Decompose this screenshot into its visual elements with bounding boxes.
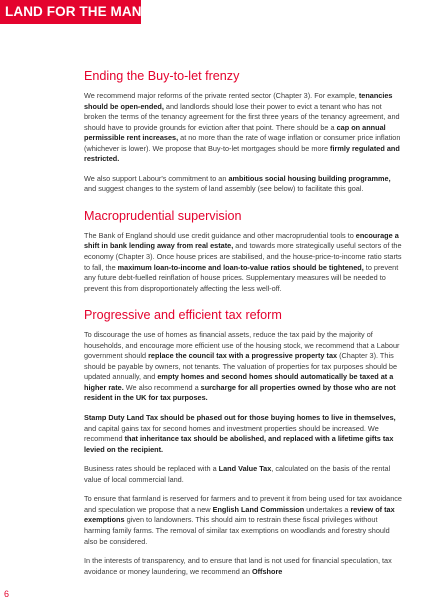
text-run: In the interests of transparency, and to ensure that land is not used for financial speculation, tax avoidance or money laundering, we recommend an: [84, 556, 392, 576]
text-run: We also support Labour's commitment to an: [84, 173, 229, 183]
bold-text: that inheritance tax should be abolished, and replaced with a lifetime gifts tax levied on the recipient.: [84, 434, 394, 454]
text-run: given to landowners. This should aim to restrain these fiscal privileges without harming family farms. The removal of similar tax exemptions on woodlands and forestry should also be considered.: [84, 515, 390, 546]
text-run: We also recommend a: [123, 382, 201, 392]
section-heading: Macroprudential supervision: [84, 208, 242, 223]
page-number: 6: [4, 589, 10, 599]
paragraph: [84, 91, 402, 165]
paragraph: [84, 413, 402, 455]
bold-text: Land Value Tax: [218, 464, 272, 474]
section-tax-reform: [84, 307, 402, 577]
page-content: [84, 68, 402, 586]
paragraph: [84, 330, 402, 404]
bold-text: empty homes and second homes should automatically be taxed at a higher rate.: [84, 372, 394, 392]
text-run: and suggest changes to the system of land assembly (see below) to facilitate this goal.: [84, 184, 364, 194]
bold-text: encourage a shift in bank lending away from real estate,: [84, 230, 399, 251]
bold-text: ambitious social housing building programme,: [228, 173, 391, 183]
section-buy-to-let: [84, 68, 402, 195]
paragraph: [84, 494, 402, 547]
bold-text: English Land Commission: [212, 504, 305, 514]
paragraph: [84, 464, 402, 485]
bold-text: tenancies should be open-ended,: [84, 91, 393, 111]
text-run: We recommend major reforms of the private rented sector (Chapter 3). For example,: [84, 91, 359, 100]
text-run: To discourage the use of homes as financial assets, reduce the tax paid by the majority of households, and encourage more efficient use of the housing stock, we recommend that a Labour government should: [84, 330, 400, 361]
text-run: to prevent any future debt-fuelled reinflation of house prices. Supplementary measures will be needed to prevent this from disproportionately affecting the less well-off.: [84, 262, 399, 293]
paragraph: [84, 231, 402, 294]
bold-text: review of tax exemptions: [84, 504, 395, 525]
text-run: (Chapter 3). This should be payable by owners, not tenants. The valuation of properties for tax purposes should be updated annually, and: [84, 351, 398, 382]
section-macroprudential: [84, 208, 402, 294]
text-run: and landlords should lose their power to evict a tenant who has not broken the terms of the tenancy agreement for the first three years of the tenancy agreement, and should have to provide grounds for eviction after that point. There should be a: [84, 101, 400, 132]
bold-text: maximum loan-to-income and loan-to-value ratios should be tightened,: [117, 262, 364, 272]
text-run: , calculated on the basis of the rental value of local commercial land.: [84, 464, 391, 484]
text-run: To ensure that farmland is reserved for farmers and to prevent it from being used for tax avoidance and speculation we propose that a new: [84, 494, 402, 514]
text-run: and towards more strategically useful sectors of the economy (Chapter 3). Once house prices are stabilised, and the house-price-to-income ratio starts to fall, the: [84, 241, 402, 272]
bold-text: Stamp Duty Land Tax should be phased out for those buying homes to live in themselves,: [84, 413, 396, 423]
paragraph: [84, 556, 402, 577]
text-run: at no more than the rate of wage inflation or consumer price inflation (whichever is lower). We propose that Buy-to-let mortgages should be more: [84, 133, 401, 153]
bold-text: Offshore: [251, 566, 283, 576]
text-run: The Bank of England should use credit guidance and other macroprudential tools to: [84, 230, 356, 240]
section-heading: Progressive and efficient tax reform: [84, 308, 282, 323]
bold-text: surcharge for all properties owned by those who are not resident in the UK for tax purposes.: [84, 382, 396, 403]
text-run: undertakes a: [304, 504, 351, 514]
bold-text: replace the council tax with a progressive property tax: [148, 351, 338, 361]
bold-text: firmly regulated and restricted.: [84, 143, 400, 164]
paragraph: [84, 174, 402, 195]
report-title-banner: LAND FOR THE MANY: [0, 0, 141, 24]
text-run: Business rates should be replaced with a: [84, 464, 219, 474]
section-heading: Ending the Buy-to-let frenzy: [84, 69, 240, 83]
bold-text: cap on annual permissible rent increases,: [84, 122, 386, 143]
text-run: and capital gains tax for second homes and investment properties should be increased. We recommend: [84, 423, 379, 444]
